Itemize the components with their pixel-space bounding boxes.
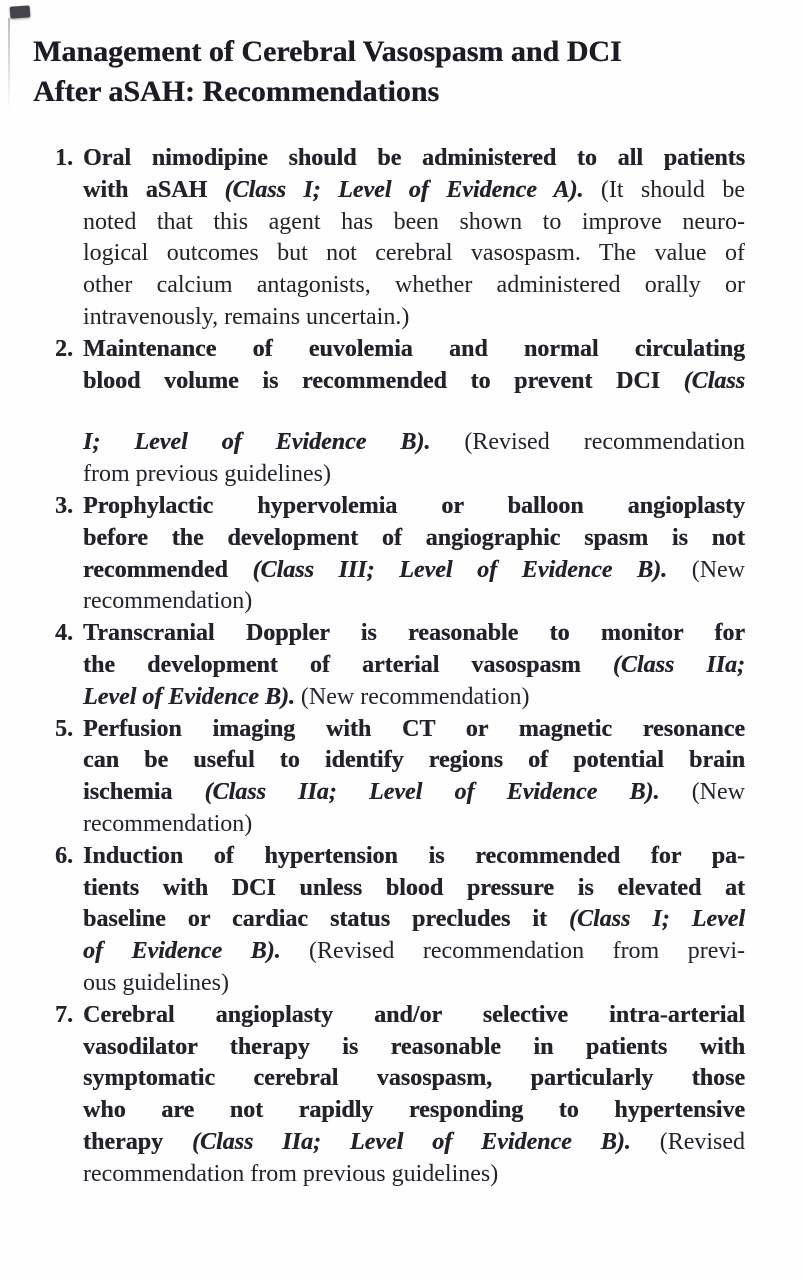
text-line	[83, 968, 745, 1000]
text-segment: Maintenance of euvolemia and normal circulating	[83, 335, 745, 362]
text-line	[83, 745, 745, 777]
scan-artifact-smear	[8, 18, 10, 110]
item-text	[83, 841, 745, 1000]
text-segment: recommendation from previous guidelines)	[83, 1160, 499, 1187]
text-segment: baseline or cardiac status precludes it	[83, 906, 569, 933]
text-line	[83, 1063, 745, 1095]
item-number: 2.	[55, 335, 73, 362]
item-number: 5.	[55, 715, 73, 742]
text-line	[83, 302, 745, 334]
heading-line-2: After aSAH: Recommendations	[33, 75, 440, 108]
text-segment: (Class I; Level of Evidence A).	[224, 176, 584, 203]
text-segment: (Revised recommendation from previ-	[280, 938, 746, 965]
heading-line-1: Management of Cerebral Vasospasm and DCI	[33, 35, 622, 68]
text-line	[83, 523, 745, 555]
text-line	[83, 936, 745, 968]
item-text	[83, 491, 745, 618]
text-line	[83, 1032, 745, 1064]
text-segment: blood volume is recommended to prevent DCI	[83, 367, 684, 394]
text-segment: noted that this agent has been shown to improve neuro-	[83, 208, 745, 235]
text-segment: Level of Evidence B).	[83, 683, 295, 710]
text-line	[83, 904, 745, 936]
text-segment: therapy	[83, 1128, 192, 1155]
item-text	[83, 714, 745, 841]
text-segment: the development of arterial vasospasm	[83, 651, 613, 678]
item-text	[83, 334, 745, 491]
text-segment: tients with DCI unless blood pressure is elevated at	[83, 874, 745, 901]
text-line	[83, 175, 745, 207]
text-segment: who are not rapidly responding to hypertensive	[83, 1097, 745, 1124]
text-segment: (Class I; Level	[568, 906, 745, 933]
text-line	[83, 841, 745, 873]
text-line	[83, 777, 745, 809]
text-line	[83, 586, 745, 618]
text-segment: ous guidelines)	[83, 969, 229, 996]
text-line	[83, 1000, 745, 1032]
text-line	[83, 143, 745, 175]
text-segment: Prophylactic hypervolemia or balloon angioplasty	[83, 492, 745, 519]
text-segment: intravenously, remains uncertain.)	[83, 303, 410, 330]
text-segment: (New	[667, 556, 746, 583]
text-segment: ischemia	[83, 779, 205, 806]
item-number: 1.	[55, 145, 73, 171]
text-line	[83, 809, 745, 841]
text-segment: (Revised recommendation	[430, 429, 745, 456]
text-segment: logical outcomes but not cerebral vasospasm. The value of	[83, 240, 745, 267]
text-segment: vasodilator therapy is reasonable in patients with	[83, 1033, 745, 1060]
recommendation-item	[55, 143, 746, 334]
text-segment: other calcium antagonists, whether administered orally or	[83, 272, 745, 299]
recommendation-item	[55, 491, 746, 618]
text-line	[83, 650, 745, 682]
text-segment: I; Level of Evidence B).	[83, 429, 431, 456]
text-segment: recommended	[83, 556, 253, 583]
text-line	[83, 334, 745, 366]
text-segment: recommendation)	[83, 588, 253, 615]
text-segment: of Evidence B).	[83, 938, 281, 965]
text-line	[83, 1159, 745, 1191]
item-number: 6.	[55, 842, 73, 869]
section-heading	[33, 32, 744, 112]
text-segment: Transcranial Doppler is reasonable to monitor for	[83, 620, 745, 647]
text-line	[83, 366, 745, 398]
text-segment: Cerebral angioplasty and/or selective intra-arterial	[83, 1001, 745, 1028]
text-segment: before the development of angiographic spasm is not	[83, 524, 745, 551]
text-segment: Induction of hypertension is recommended for pa-	[83, 842, 745, 869]
recommendations-list	[0, 143, 804, 1191]
text-line	[83, 873, 745, 905]
text-segment: recommendation)	[83, 810, 253, 837]
recommendation-item	[55, 1000, 746, 1191]
text-segment: Perfusion imaging with CT or magnetic resonance	[83, 715, 745, 742]
text-segment: with aSAH	[83, 176, 225, 203]
item-text	[83, 143, 745, 334]
text-segment: (Class	[683, 367, 745, 394]
text-line	[83, 618, 745, 650]
text-segment: (It should be	[583, 176, 746, 203]
text-line	[83, 459, 745, 491]
text-segment: (New recommendation)	[294, 683, 530, 710]
text-segment: (Revised	[630, 1128, 746, 1155]
text-line	[83, 427, 745, 459]
text-line	[83, 555, 745, 587]
item-text	[83, 1000, 745, 1191]
text-segment: (Class IIa; Level of Evidence B).	[191, 1128, 631, 1155]
item-number: 4.	[55, 620, 73, 647]
text-segment: (Class IIa; Level of Evidence B).	[204, 779, 660, 806]
text-segment: symptomatic cerebral vasospasm, particularly those	[83, 1065, 745, 1092]
text-line	[83, 270, 745, 302]
item-text	[83, 618, 745, 713]
text-segment: from previous guidelines)	[83, 461, 331, 488]
text-segment: Oral nimodipine should be administered to all patients	[83, 145, 745, 171]
text-line	[83, 1095, 745, 1127]
recommendation-item	[55, 618, 745, 713]
scan-artifact-mark	[10, 5, 31, 18]
text-line	[83, 682, 745, 714]
text-segment: (Class IIa;	[612, 651, 745, 678]
text-segment: (Class III; Level of Evidence B).	[252, 556, 668, 583]
text-line	[83, 714, 745, 746]
recommendation-item	[55, 841, 746, 1000]
text-line	[83, 491, 745, 523]
text-line	[83, 238, 745, 270]
item-number: 3.	[55, 492, 73, 519]
text-segment: can be useful to identify regions of potential brain	[83, 747, 745, 774]
text-line	[83, 1127, 745, 1159]
item-number: 7.	[55, 1001, 73, 1028]
recommendation-item	[55, 334, 745, 491]
text-segment: (New	[659, 779, 745, 806]
recommendation-item	[55, 714, 745, 841]
text-line	[83, 207, 745, 239]
